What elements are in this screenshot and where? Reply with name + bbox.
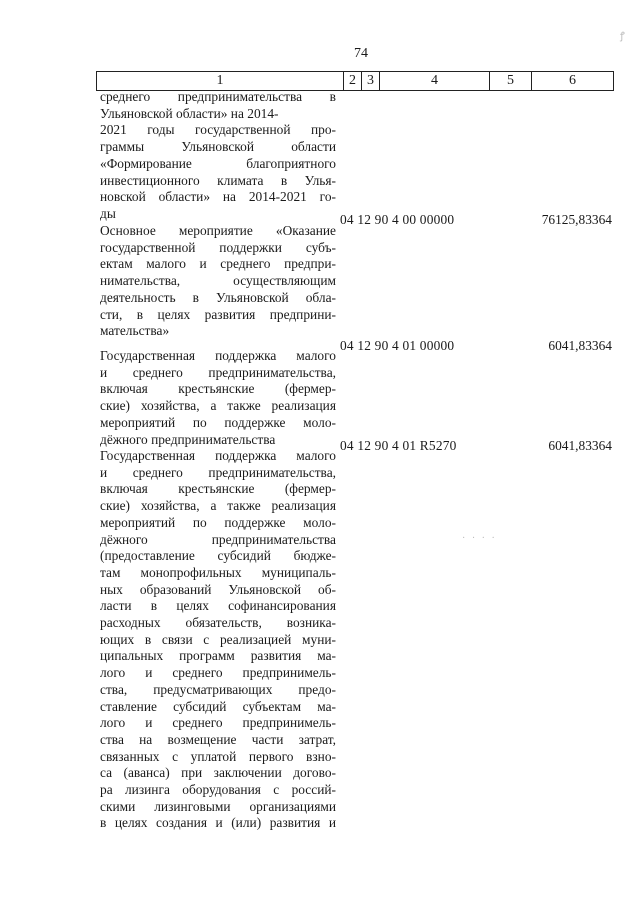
text-line: Государственная поддержка малого (100, 348, 336, 363)
text-line: лого и среднего предпринимель- (100, 715, 336, 731)
text-line: Ульяновской области» на 2014- (100, 105, 279, 121)
text-line: (предоставление субсидий бюдже- (100, 548, 336, 564)
text-line: са (аванса) при заключении догово- (100, 765, 336, 781)
row-description-state-support (100, 348, 336, 448)
text-line: среднего предпринимательства в (100, 89, 336, 104)
text-line: и среднего предпринимательства, (100, 464, 336, 480)
row-description-main-activity (100, 223, 336, 340)
text-line: и среднего предпринимательства, (100, 364, 336, 380)
text-line: там монопрофильных муниципаль- (100, 564, 336, 580)
column-header-3: 3 (362, 72, 380, 91)
column-header-2: 2 (344, 72, 362, 91)
row-code: 04 12 90 4 01 00000 (340, 338, 455, 353)
text-line: ра лизинга оборудования с россий- (100, 782, 336, 798)
row-amount: 6041,83364 (548, 438, 612, 453)
text-line: ципальных программ развития ма- (100, 648, 336, 664)
text-line: граммы Ульяновской области (100, 139, 336, 155)
text-line: ектам малого и среднего предпри- (100, 256, 336, 272)
scan-artifact-dots: · · · · (462, 533, 497, 544)
column-header-table (96, 71, 614, 91)
text-line: дёжного предпринимательства (100, 531, 336, 547)
row-amount: 6041,83364 (548, 338, 612, 353)
text-line: Государственная поддержка малого (100, 448, 336, 463)
text-line: ские) хозяйства, а также реализация (100, 398, 336, 414)
text-line: расходных обязательств, возника- (100, 615, 336, 631)
text-line: ных образований Ульяновской об- (100, 581, 336, 597)
text-line: инвестиционного климата в Улья- (100, 172, 336, 188)
text-line: мательства» (100, 323, 170, 339)
row-amount: 76125,83364 (541, 212, 612, 227)
text-line: ласти в целях софинансирования (100, 598, 336, 614)
row-description-continued (100, 89, 336, 223)
column-header-6: 6 (532, 72, 614, 91)
text-line: включая крестьянские (фермер- (100, 381, 336, 397)
text-line: в целях создания и (или) развития и (100, 815, 336, 831)
text-line: 2021 годы государственной про- (100, 122, 336, 138)
text-line: ды (100, 205, 116, 221)
text-line: ские) хозяйства, а также реализация (100, 498, 336, 514)
column-header-5: 5 (490, 72, 532, 91)
text-line: ства на возмещение части затрат, (100, 731, 336, 747)
text-line: нимательства, осуществляющим (100, 273, 336, 289)
text-line: ющих в связи с реализацией муни- (100, 631, 336, 647)
text-line: ставление субсидий субъектам ма- (100, 698, 336, 714)
text-line: скими лизинговыми организациями (100, 798, 336, 814)
text-line: государственной поддержки субъ- (100, 239, 336, 255)
text-line: деятельность в Ульяновской обла- (100, 289, 336, 305)
text-line: связанных с уплатой первого взно- (100, 748, 336, 764)
text-line: дёжного предпринимательства (100, 431, 276, 447)
text-line: ства, предусматривающих предо- (100, 681, 336, 697)
column-header-row (97, 72, 614, 91)
row-code: 04 12 90 4 01 R5270 (340, 438, 457, 453)
column-header-1: 1 (97, 72, 344, 91)
scan-artifact-corner-mark: ꝭ (620, 31, 625, 42)
row-description-state-support-subsidies (100, 448, 336, 832)
text-line: включая крестьянские (фермер- (100, 481, 336, 497)
text-line: лого и среднего предпринимель- (100, 665, 336, 681)
row-code: 04 12 90 4 00 00000 (340, 212, 455, 227)
text-line: мероприятий по поддержке моло- (100, 414, 336, 430)
column-header-4: 4 (380, 72, 490, 91)
page-number: 74 (354, 46, 368, 61)
text-line: мероприятий по поддержке моло- (100, 514, 336, 530)
text-line: сти, в целях развития предприни- (100, 306, 336, 322)
text-line: Основное мероприятие «Оказание (100, 223, 336, 238)
text-line: «Формирование благоприятного (100, 155, 336, 171)
text-line: новской области» на 2014-2021 го- (100, 189, 336, 205)
